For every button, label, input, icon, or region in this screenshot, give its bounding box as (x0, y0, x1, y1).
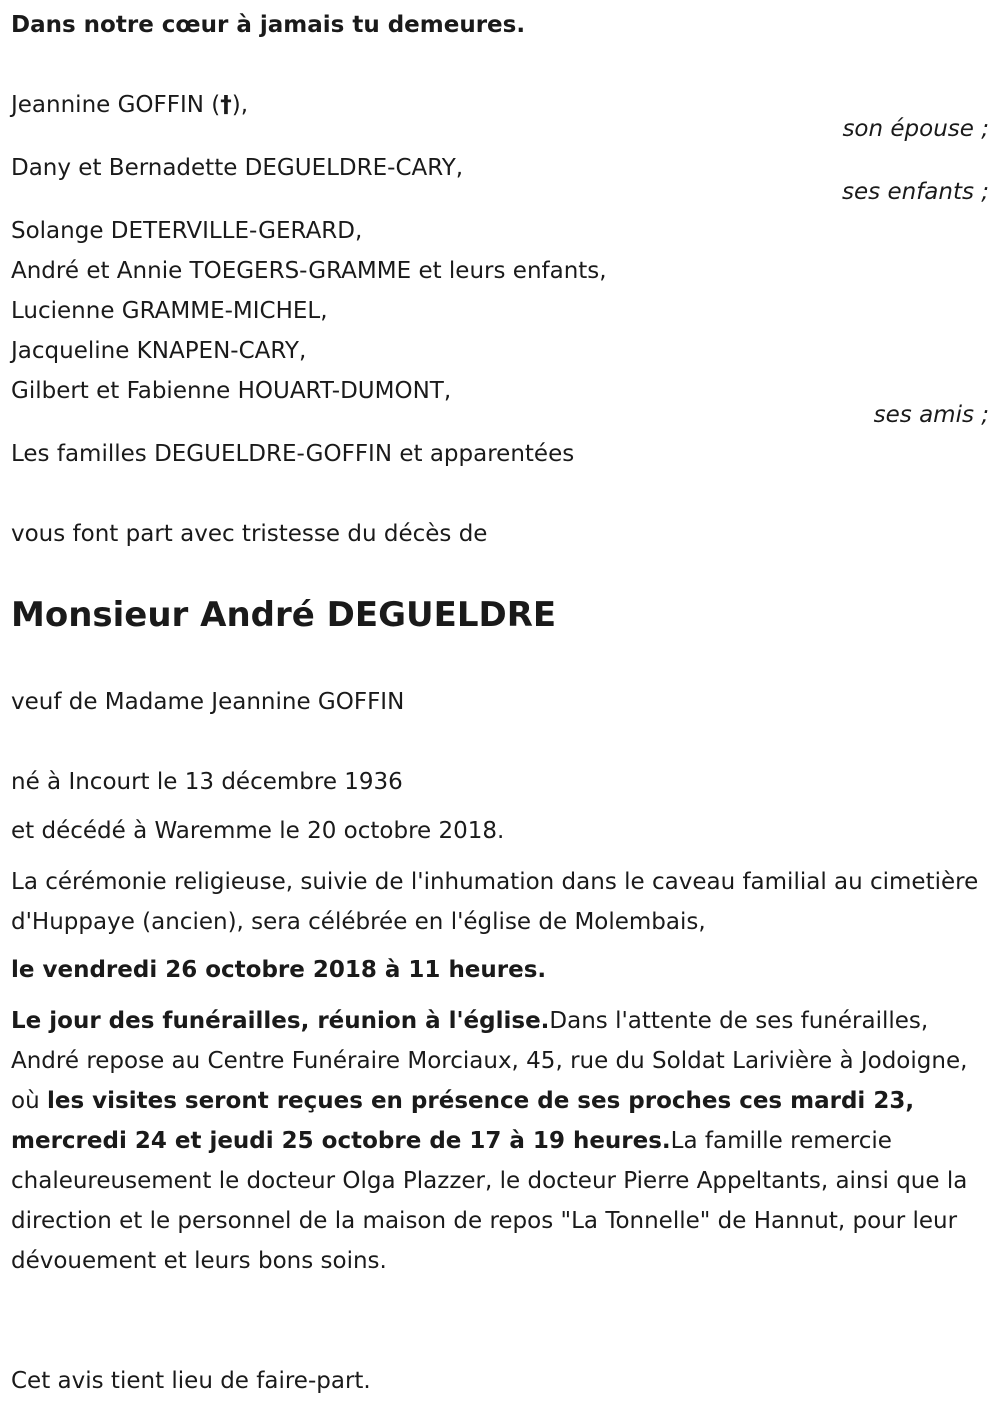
friend-line: Jacqueline KNAPEN-CARY, (11, 338, 307, 364)
friend-line: Gilbert et Fabienne HOUART-DUMONT, (11, 378, 452, 404)
families-line: Les familles DEGUELDRE-GOFFIN et apparentées (11, 441, 575, 467)
details-text-2: La famille remercie chaleureusement le docteur Olga Plazzer, le docteur Pierre Appeltants, ainsi que la direction et le personnel de la maison de repos "La Tonnelle" de Hannut, pour leur dévouement et leurs bons soins. (11, 1128, 968, 1274)
friend-line: Lucienne GRAMME-MICHEL, (11, 298, 328, 324)
closing-line: Cet avis tient lieu de faire-part. (11, 1368, 371, 1394)
friend-line: Solange DETERVILLE-GERARD, (11, 218, 363, 244)
details-text-1: Dans l'attente de ses funérailles, André repose au Centre Funéraire Morciaux, 45, rue du Soldat Larivière à Jodoigne, où (11, 1008, 968, 1114)
friend-line: André et Annie TOEGERS-GRAMME et leurs enfants, (11, 258, 607, 284)
announcement: vous font part avec tristesse du décès de (11, 521, 488, 547)
deceased-name: Monsieur André DEGUELDRE (11, 595, 557, 635)
details-bold-2: les visites seront reçues en présence de ses proches ces mardi 23, mercredi 24 et jeudi 25 octobre de 17 à 19 heures. (11, 1088, 915, 1154)
death-line: et décédé à Waremme le 20 octobre 2018. (11, 818, 505, 844)
children-role: ses enfants ; (842, 179, 989, 205)
spouse-name: Jeannine GOFFIN ( (11, 92, 221, 118)
birth-line: né à Incourt le 13 décembre 1936 (11, 769, 403, 795)
friends-role: ses amis ; (873, 402, 989, 428)
widower-line: veuf de Madame Jeannine GOFFIN (11, 689, 405, 715)
motto: Dans notre cœur à jamais tu demeures. (11, 12, 526, 38)
spouse-line (11, 90, 248, 120)
ceremony-text: La cérémonie religieuse, suivie de l'inhumation dans le caveau familial au cimetière d'Huppaye (ancien), sera célébrée en l'église de Molembais, (11, 869, 979, 935)
details-bold-1: Le jour des funérailles, réunion à l'église. (11, 1008, 550, 1034)
children-name: Dany et Bernadette DEGUELDRE-CARY, (11, 155, 464, 181)
details-paragraph (11, 1001, 989, 1281)
ceremony-date: le vendredi 26 octobre 2018 à 11 heures. (11, 957, 547, 983)
spouse-name-end: ), (231, 92, 249, 118)
cross-icon: † (220, 92, 232, 118)
spouse-role: son épouse ; (842, 116, 989, 142)
